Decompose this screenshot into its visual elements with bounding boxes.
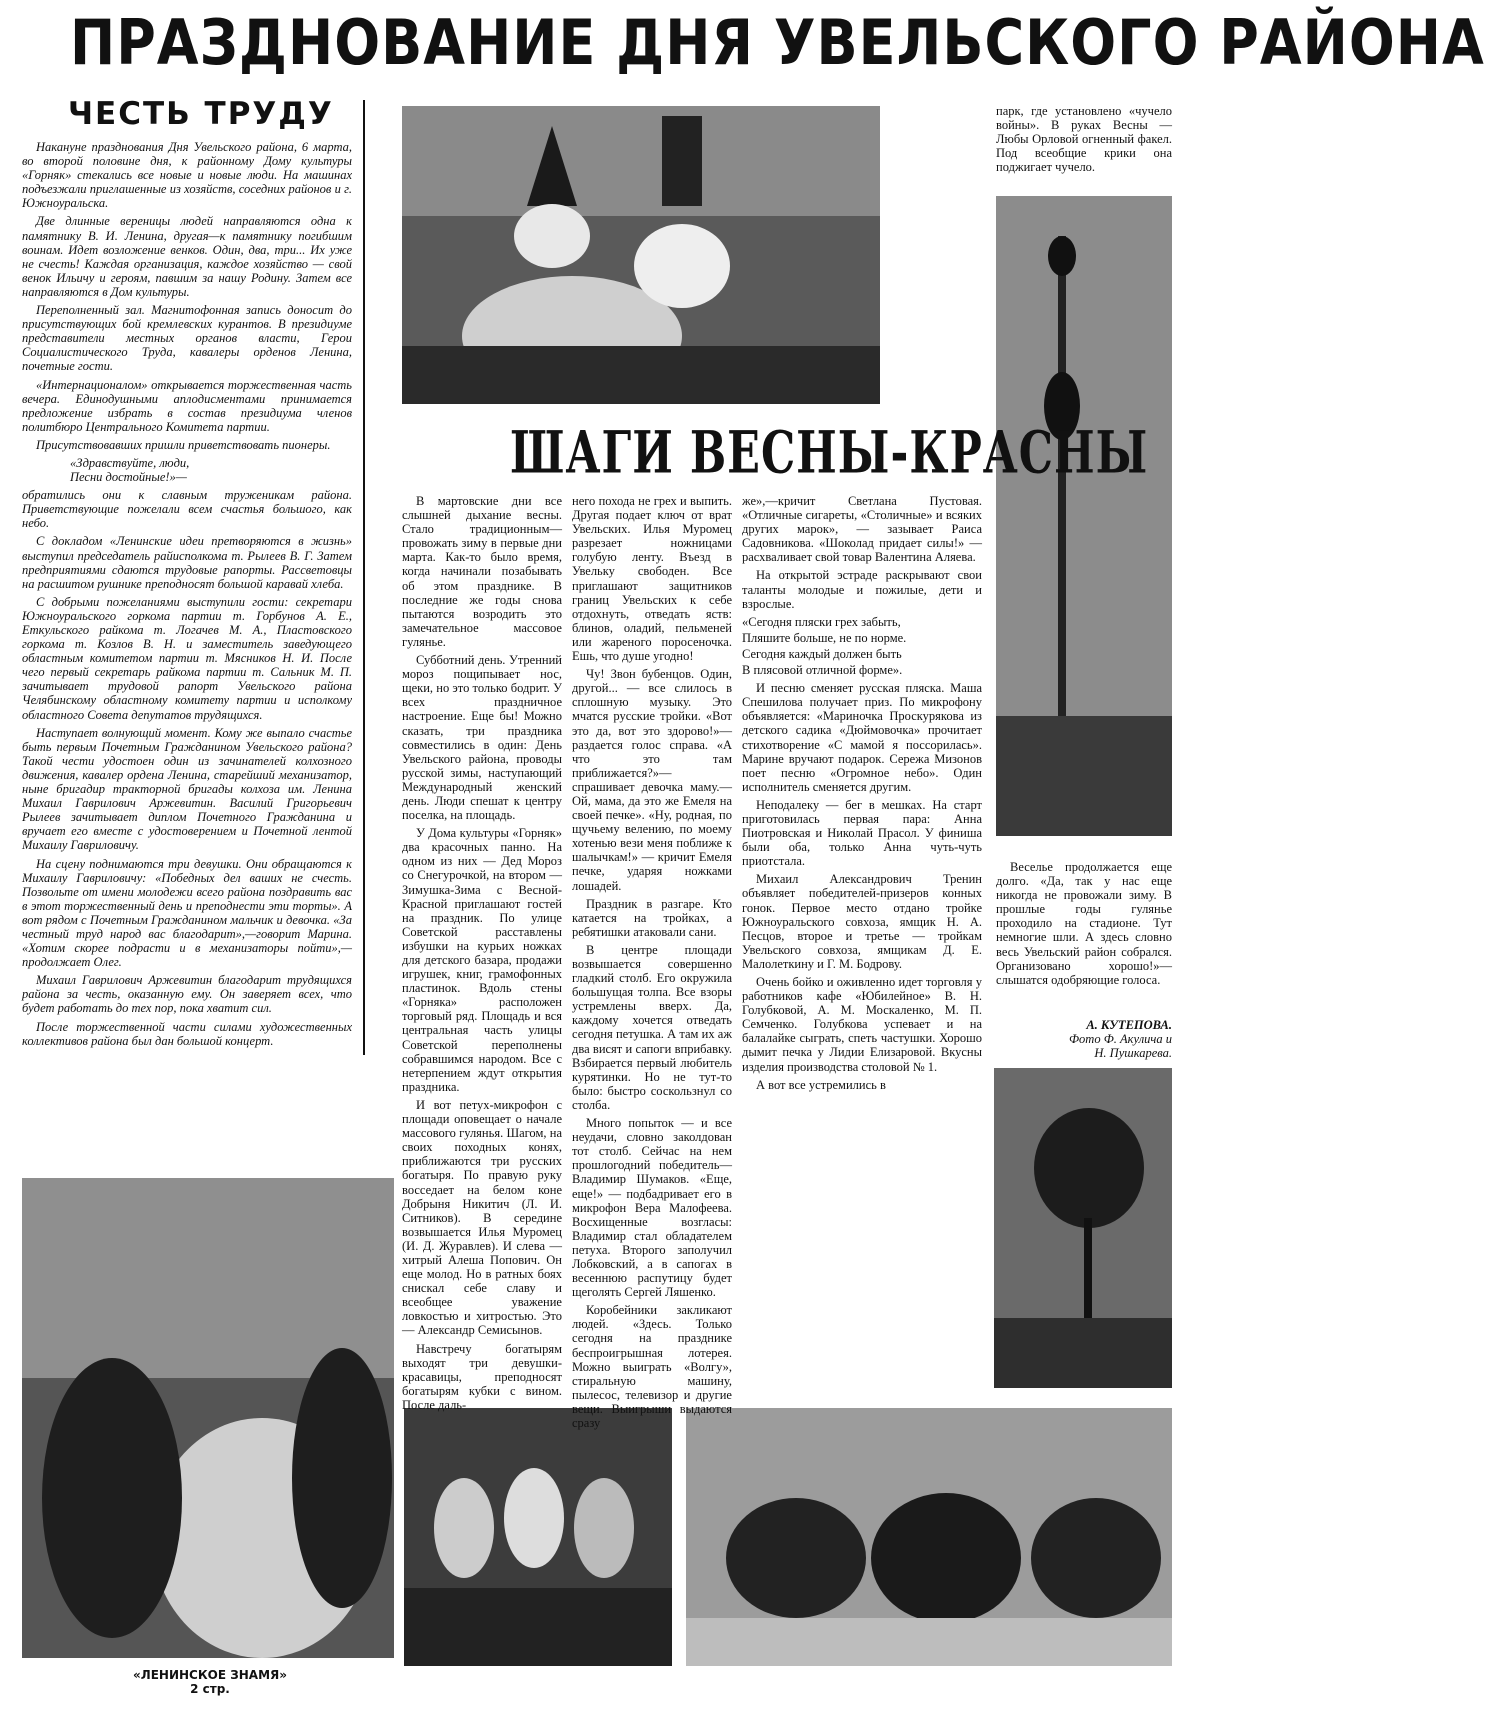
paragraph: Чу! Звон бубенцов. Один, другой... — все слилось в сплошную музыку. Это мчатся русские тройки. «Вот это да, вот это здорово!»— раздается голос справа. «А что это там приближается?»—спрашивает девочка маму.—Ой, мама, да это же Емеля на своей печке». «Ну, родная, по щучьему велению, по моему хотенью вези меня поближе к шалычкам!» — кричит Емеля печке, ударяя ножками лошадей. (572, 667, 732, 893)
paragraph: Две длинные вереницы людей направляются одна к памятнику В. И. Ленина, другая—к памятнику погибшим воинам. Идет возложение венков. Один, два, три... Их уже не счесть! Каждая организация, каждое хозяйство — свой венок Ильичу и героям, павшим за нашу Родину. Затем все направляются в Дом культуры. (22, 214, 352, 299)
photo-image (686, 1408, 1172, 1666)
paragraph: Присутствовавших пришли приветствовать пионеры. (36, 437, 331, 452)
column-divider (363, 100, 365, 1055)
paragraph: же»,—кричит Светлана Пустовая. «Отличные сигареты, «Столичные» и всяких других марок», — зазывает Раиса Садовникова. «Шоколад придает силы!» — расхваливает свой товар Валентина Аляева. (742, 494, 982, 565)
page-title: ПРАЗДНОВАНИЕ ДНЯ УВЕЛЬСКОГО РАЙОНА (70, 6, 1485, 79)
author: А. КУТЕПОВА. (1086, 1018, 1172, 1032)
paragraph: Переполненный зал. Магнитофонная запись доносит до присутствующих бой кремлевских курантов. В президиуме представители местных органов власти, Герои Социалистического Труда, кавалеры орденов Ленина, почетные гости. (22, 303, 352, 374)
newspaper-footer (110, 1668, 310, 1696)
paragraph: Очень бойко и оживленно идет торговля у работников кафе «Юбилейное» В. Н. Голубковой, А. М. Москаленко, М. П. Семченко. Голубкова успевает и на балалайке сыграть, спеть частушки. Хорошо дымит печка у Лидии Елизаровой. Вкусны изделия производства столовой № 1. (742, 975, 982, 1074)
paragraph: него похода не грех и выпить. Другая подает ключ от врат Увельских. Илья Муромец разрезает ножницами голубую ленту. Въезд в Увельку свободен. Все приглашают защитников границ Увельских к себе отдохнуть, отведать яств: блинов, оладий, пельменей или жареного поросеночка. Ешь, что душе угодно! (572, 494, 732, 664)
paragraph: После торжественной части силами художественных коллективов района был дан большой концерт. (22, 1019, 352, 1048)
photo-winter-spring-figures (402, 106, 880, 404)
paragraph: обратились они к славным труженикам района. Приветствующие пожелали всем счастья большого, как небо. (22, 488, 352, 531)
photo-image (402, 106, 880, 404)
paragraph: На открытой эстраде раскрывают свои таланты молодые и пожилые, дети и взрослые. (742, 568, 982, 611)
paragraph: Навстречу богатырям выходят три девушки-красавицы, преподносят богатырям кубки с вином. После даль- (402, 1341, 562, 1412)
paragraph: На сцену поднимаются три девушки. Они обращаются к Михаилу Гавриловичу: «Победных дел ваших не счесть. Позвольте от имени молодежи всего района поздравить вас в этот торжественный день и преподнести эти торты». А вот рядом с Почетным Гражданином мальчик и девочка. «За честный труд народ вас благодарит»,—говорит Марина. «Хотим скорее подрасти и в механизаторы пойти»,—продолжает Олег. (22, 856, 352, 970)
photo-image (22, 1178, 394, 1658)
song-line: «Сегодня пляски грех забыть, (742, 614, 901, 629)
verse-line: «Здравствуйте, люди, (70, 455, 190, 470)
photo-image (996, 196, 1172, 836)
paragraph: Накануне празднования Дня Увельского района, 6 марта, во второй половине дня, к районному Дому культуры «Горняк» стекались все новые и новые люди. На машинах подъезжали приглашенные из хозяйств, соседних районов и г. Южноуральска. (22, 140, 352, 211)
paragraph: Субботний день. Утренний мороз пощипывает нос, щеки, но это только бодрит. У всех праздничное настроение. Еще бы! Можно сказать, три праздника совместились в один: День Увельского района, проводы русской зимы, наступающий Международный женский день. Люди спешат к центру поселка, на площадь. (402, 653, 562, 823)
article1-body (22, 140, 352, 1065)
song-line: Сегодня каждый должен быть (742, 646, 902, 661)
song-line: Пляшите больше, не по норме. (742, 630, 907, 645)
paragraph: Много попыток — и все неудачи, словно заколдован тот столб. Сейчас на нем прошлогодний победитель— Владимир Шумаков. «Еще, еще!» — подбадривает его в микрофон Вера Малофеева. Восхищенные возгласы: Владимир стал обладателем петуха. Второго заполучил Лобковский, а в сапогах в весеннюю распутицу будет щеголять Сергей Ляшенко. (572, 1116, 732, 1300)
song-line: В плясовой отличной форме». (742, 663, 903, 678)
paragraph: Михаил Гаврилович Аржевитин благодарит трудящихся района за честь, оказанную ему. Он заверяет всех, что будет работать до тех пор, пока хватит сил. (22, 973, 352, 1016)
paragraph: В мартовские дни все слышней дыхание весны. Стало традиционным—провожать зиму в первые дни марта. Как-то было время, когда начинали позабывать об этом празднике. В последние же годы снова пытаются возродить это замечательное массовое гулянье. (402, 494, 562, 649)
paragraph: С докладом «Ленинские идеи претворяются в жизнь» выступил председатель райисполкома т. Рылеев В. Г. Затем предприятиями сдаются трудовые рапорты. Рассветовцы на расшитом рушнике преподносят большой каравай хлеба. (22, 534, 352, 591)
paragraph: А вот все устремились в (756, 1077, 886, 1092)
paragraph: И песню сменяет русская пляска. Маша Спешилова получает приз. По микрофону объявляется: «Мариночка Проскурякова из детского садика «Дюймовочка» прочитает стихотворение «С мамой я поссорилась». Марине вручают подарок. Сережа Мизонов поет песню «Огромное небо». Один исполнитель сменяется другим. (742, 681, 982, 794)
paragraph: В центре площади возвышается совершенно гладкий столб. Его окружила большущая толпа. Все взоры устремлены вверх. Да, каждому хочется отведать сегодня петушка. А там их аж два висят и сапоги вприбавку. Взбирается первый любитель курятинки. Но не тут-то было: быстро соскользнул со столба. (572, 942, 732, 1112)
article2-column-3 (742, 494, 982, 1394)
paragraph: Неподалеку — бег в мешках. На старт приготовилась первая пара: Анна Пиотровская и Николай Прасол. У финиша были оба, только Анна чуть-чуть приотстала. (742, 797, 982, 869)
photo-bogatyrs-on-horses (686, 1408, 1172, 1666)
paragraph: Праздник в разгаре. Кто катается на тройках, а ребятишки атаковали сани. (572, 896, 732, 939)
article2-column-2 (572, 494, 732, 1430)
verse-line: Песни достойные!»— (70, 470, 187, 485)
article2-column-1 (402, 494, 562, 1412)
paragraph: парк, где установлено «чучело войны». В руках Весны — Любы Орловой огненный факел. Под всеобщие крики она поджигает чучело. (996, 104, 1172, 175)
paragraph: Коробейники закликают людей. «Здесь. Только сегодня на празднике беспроигрышная лотерея. Можно выиграть «Волгу», стиральную машину, пылесос, телевизор и другие вещи. Выигрыши выдаются сразу (572, 1303, 732, 1430)
article2-column-4-mid (996, 860, 1172, 1030)
paragraph: У Дома культуры «Горняк» два красочных панно. На одном из них — Дед Мороз со Снегурочкой, на втором — Зимушка-Зима с Весной-Красной приглашают гостей на праздник. По улице Советской расставлены избушки на курьих ножках для детского базара, продажи игрушек, книг, грамофонных пластинок. Вдоль стены «Горняка» расположен торговый ряд. Площадь и вся центральная часть улицы Советской переполнены собравшимся народом. Все с нетерпением ждут открытия праздника. (402, 826, 562, 1094)
photo-image (994, 1068, 1172, 1388)
photo-wreath-laying (22, 1178, 394, 1658)
article2-heading: ШАГИ ВЕСНЫ-КРАСНЫ (510, 420, 1149, 488)
article2-column-4-top (996, 104, 1172, 188)
photo-burning-effigy (994, 1068, 1172, 1388)
page-number: 2 стр. (190, 1682, 230, 1696)
photo-credit: Фото Ф. Акулича и (1069, 1032, 1172, 1046)
photo-girls-in-shawls (404, 1408, 672, 1666)
paragraph: Михаил Александрович Тренин объявляет победителей-призеров конных гонок. Первое место отдано тройке Южноуральского совхоза, ямщик Н. А. Песцов, второе и третье — тройкам Увельского совхоза, ямщикам Д. Е. Малолеткину и Г. М. Бодрову. (742, 872, 982, 971)
photo-credit: Н. Пушкарева. (1094, 1046, 1172, 1060)
paragraph: И вот петух-микрофон с площади оповещает о начале массового гулянья. Шагом, на своих походных конях, приближаются три русских богатыря. По правую руку восседает на белом коне Добрыня Никитич (Л. И. Ситников). В середине возвышается Илья Муромец (И. Д. Журавлев). И слева — хитрый Алеша Попович. Он еще молод. Но в ратных боях снискал себе славу и всеобщее уважение ловкостью и хитростью. Это — Александр Семисынов. (402, 1097, 562, 1338)
paragraph: С добрыми пожеланиями выступили гости: секретари Южноуральского горкома партии т. Горбунов А. Е., Еткульского райкома т. Логачев М. А., Пластовского горкома т. Козлов В. Н. и заместитель заведующего областным комитетом партии т. Мясников Н. И. После чего первый секретарь райкома партии т. Сальник М. П. зачитывает трудовой рапорт Увельского района Челябинскому областному комитету партии и исполкому областного Совета депутатов трудящихся. (22, 594, 352, 722)
paragraph: «Интернационалом» открывается торжественная часть вечера. Единодушными аплодисментами принимается предложение избрать в состав президиума членов политбюро Центрального Комитета партии. (22, 377, 352, 434)
photo-climbing-pole (996, 196, 1172, 836)
paragraph: Наступает волнующий момент. Кому же выпало счастье быть первым Почетным Гражданином Увельского района? Такой чести удостоен один из зачинателей колхозного движения, кавалер ордена Ленина, старейший механизатор, ныне бригадир тракторной бригады колхоза им. Ленина Михаил Гаврилович Аржевитин. Василий Григорьевич Рылеев зачитывает диплом Почетного Гражданина и вручает его вместе с удостоверением и Почетной лентой Михаилу Гавриловичу. (22, 725, 352, 853)
paragraph: Веселье продолжается еще долго. «Да, так у нас еще никогда не провожали зиму. В прошлые годы гулянье проходило на стадионе. Тут немногие шли. А здесь словно весь Увельский район собрался. Организовано хорошо!»—слышатся одобряющие голоса. (996, 860, 1172, 987)
article1-heading: ЧЕСТЬ ТРУДУ (68, 96, 334, 132)
byline (996, 1018, 1172, 1060)
photo-image (404, 1408, 672, 1666)
newspaper-name: «ЛЕНИНСКОЕ ЗНАМЯ» (132, 1668, 288, 1682)
